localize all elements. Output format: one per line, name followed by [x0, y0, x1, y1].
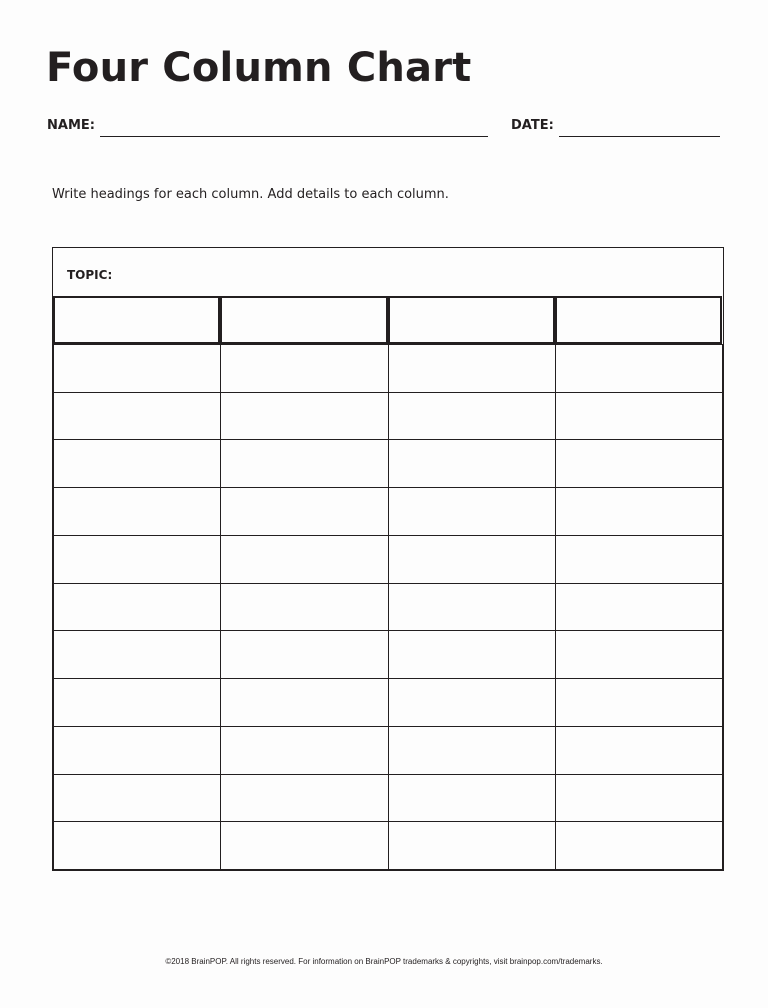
- chart-grid: [53, 296, 722, 869]
- detail-cell[interactable]: [53, 678, 221, 727]
- detail-cell[interactable]: [220, 774, 388, 823]
- detail-cell[interactable]: [220, 487, 388, 536]
- copyright-footer: ©2018 BrainPOP. All rights reserved. For information on BrainPOP trademarks & copyrights, visit brainpop.com/trademarks.: [165, 957, 603, 966]
- detail-cell[interactable]: [388, 583, 556, 632]
- detail-cell[interactable]: [220, 392, 388, 441]
- column-heading-cell[interactable]: [555, 296, 722, 344]
- detail-cell[interactable]: [220, 821, 388, 870]
- detail-cell[interactable]: [388, 344, 556, 393]
- topic-label: TOPIC:: [67, 268, 113, 282]
- detail-cell[interactable]: [555, 630, 723, 679]
- name-label: NAME:: [47, 118, 95, 133]
- date-field[interactable]: [559, 136, 720, 137]
- name-field[interactable]: [100, 136, 488, 137]
- detail-cell[interactable]: [220, 726, 388, 775]
- detail-cell[interactable]: [555, 774, 723, 823]
- detail-cell[interactable]: [53, 392, 221, 441]
- topic-row[interactable]: [53, 248, 722, 296]
- detail-cell[interactable]: [555, 821, 723, 870]
- detail-cell[interactable]: [53, 535, 221, 584]
- detail-cell[interactable]: [53, 774, 221, 823]
- detail-cell[interactable]: [555, 439, 723, 488]
- detail-cell[interactable]: [53, 726, 221, 775]
- column-heading-cell[interactable]: [220, 296, 387, 344]
- detail-cell[interactable]: [388, 535, 556, 584]
- detail-cell[interactable]: [555, 487, 723, 536]
- detail-cell[interactable]: [53, 439, 221, 488]
- detail-cell[interactable]: [388, 487, 556, 536]
- detail-cell[interactable]: [555, 678, 723, 727]
- detail-cell[interactable]: [555, 344, 723, 393]
- detail-cell[interactable]: [220, 678, 388, 727]
- detail-cell[interactable]: [220, 583, 388, 632]
- page-title: Four Column Chart: [46, 45, 472, 91]
- detail-cell[interactable]: [220, 344, 388, 393]
- detail-cell[interactable]: [555, 392, 723, 441]
- detail-cell[interactable]: [53, 487, 221, 536]
- detail-cell[interactable]: [388, 774, 556, 823]
- detail-cell[interactable]: [220, 439, 388, 488]
- detail-cell[interactable]: [220, 630, 388, 679]
- four-column-chart: [52, 247, 724, 871]
- detail-cell[interactable]: [555, 726, 723, 775]
- detail-cell[interactable]: [388, 821, 556, 870]
- column-heading-cell[interactable]: [388, 296, 555, 344]
- column-heading-cell[interactable]: [53, 296, 220, 344]
- detail-cell[interactable]: [53, 821, 221, 870]
- detail-cell[interactable]: [220, 535, 388, 584]
- detail-cell[interactable]: [388, 439, 556, 488]
- detail-cell[interactable]: [388, 678, 556, 727]
- detail-cell[interactable]: [388, 630, 556, 679]
- detail-cell[interactable]: [53, 630, 221, 679]
- detail-cell[interactable]: [53, 344, 221, 393]
- detail-cell[interactable]: [53, 583, 221, 632]
- date-label: DATE:: [511, 118, 554, 133]
- detail-cell[interactable]: [388, 726, 556, 775]
- detail-cell[interactable]: [555, 583, 723, 632]
- detail-cell[interactable]: [555, 535, 723, 584]
- detail-cell[interactable]: [388, 392, 556, 441]
- instructions-text: Write headings for each column. Add details to each column.: [52, 187, 449, 202]
